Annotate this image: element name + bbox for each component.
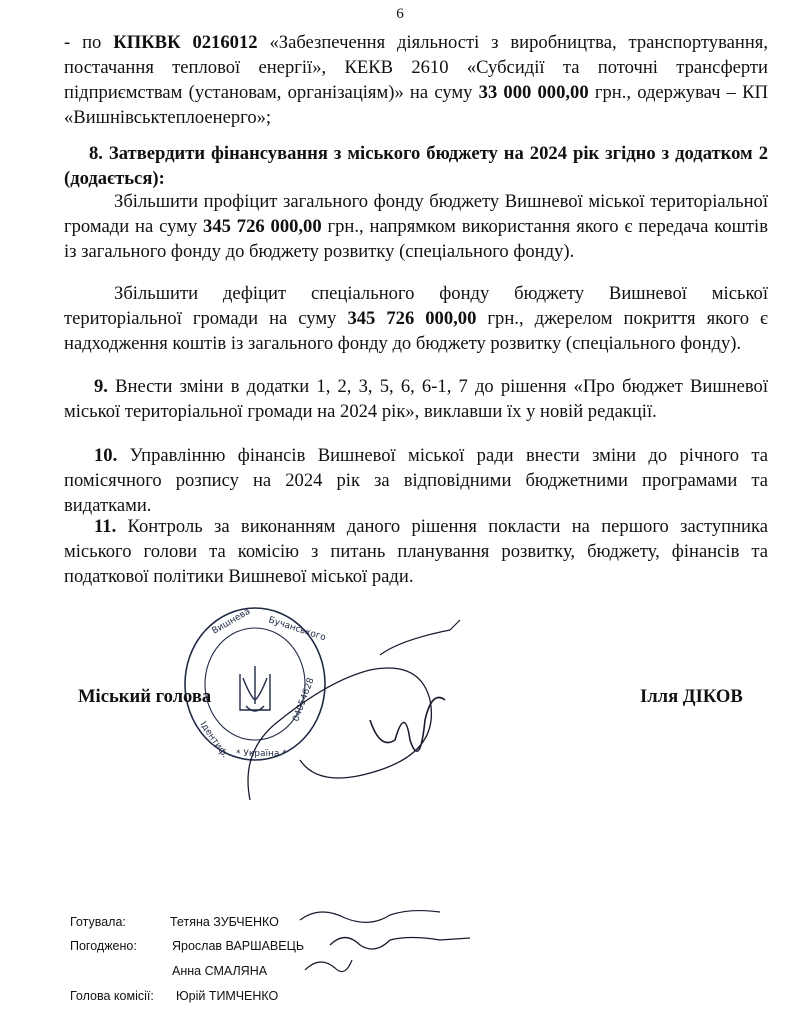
item8-p1-text-a: Збільшити профіцит загального фонду бюджету Вишневої міської територіальної громади на суму [64, 191, 768, 237]
kpkvk-paragraph [64, 30, 768, 130]
kpkvk-text-2: грн., одержувач – КП «Вишнівськтеплоенерго»; [64, 82, 768, 128]
footer-role-prepared: Готувала: [70, 915, 126, 929]
footer-name-prepared: Тетяна ЗУБЧЕНКО [170, 915, 279, 929]
svg-text:Ідентиф.: Ідентиф. [197, 719, 230, 761]
item10-paragraph [64, 443, 768, 518]
footer-role-agreed: Погоджено: [70, 939, 137, 953]
mayor-name: Ілля ДІКОВ [640, 686, 743, 707]
svg-text:04054628: 04054628 [291, 676, 317, 724]
page-number: 6 [396, 6, 404, 22]
kpkvk-text-1: «Забезпечення діяльності з виробництва, транспортування, постачання теплової енергії», КЕКВ 2610 «Субсидії та поточні трансферти підприємствам (установам, організаціям)» на суму [64, 32, 768, 103]
approval-signatures [290, 900, 480, 990]
footer-name-agreed: Ярослав ВАРШАВЕЦЬ [172, 939, 305, 953]
item11-text: Контроль за виконанням даного рішення покласти на першого заступника міського голови та комісію з питань планування розвитку, бюджету, фінансів та податкової політики Вишневої міської ради. [64, 516, 768, 587]
item9-paragraph [64, 374, 768, 424]
item9-number: 9. [94, 376, 108, 397]
item11-number: 11. [94, 516, 117, 537]
svg-text:* Україна *: * Україна * [236, 749, 287, 759]
item8-p2-text-a: Збільшити дефіцит спеціального фонду бюджету Вишневої міської територіальної громади на суму [64, 283, 768, 329]
item8-paragraph-2 [64, 281, 768, 356]
item8-p2-amount: 345 726 000,00 [347, 308, 477, 329]
item8-paragraph-1 [64, 189, 768, 264]
item8-p2-text-b: грн., джерелом покриття якого є надходження коштів із загального фонду до бюджету розвитку (спеціального фонду). [64, 308, 768, 354]
item10-text: Управлінню фінансів Вишневої міської ради внести зміни до річного та помісячного розпису на 2024 рік за відповідними бюджетними програмами та видатками. [64, 445, 768, 516]
item8-p1-text-b: грн., напрямком використання якого є передача коштів із загального фонду до бюджету розвитку (спеціального фонду). [64, 216, 768, 262]
item11-paragraph [64, 514, 768, 589]
kpkvk-amount: 33 000 000,00 [478, 82, 589, 103]
kpkvk-code: КПКВК 0216012 [113, 32, 258, 53]
footer-name-second-agreed: Анна СМАЛЯНА [172, 964, 268, 978]
svg-text:Бучанського: Бучанського [267, 615, 327, 644]
mayor-title: Міський голова [78, 686, 212, 707]
item10-number: 10. [94, 445, 118, 466]
footer-name-commission-head: Юрій ТИМЧЕНКО [176, 989, 279, 1003]
item9-text: Внести зміни в додатки 1, 2, 3, 5, 6, 6-1, 7 до рішення «Про бюджет Вишневої міської територіальної громади на 2024 рік», виклавши їх у новій редакції. [64, 376, 768, 422]
svg-text:Вишнева: Вишнева [210, 606, 253, 637]
item8-p1-amount: 345 726 000,00 [203, 216, 322, 237]
item8-heading: 8. Затвердити фінансування з міського бюджету на 2024 рік згідно з додатком 2 (додається): [64, 143, 768, 189]
kpkvk-dash: - по [64, 32, 114, 53]
mayor-signature [220, 600, 500, 820]
footer-role-commission-head: Голова комісії: [70, 989, 154, 1003]
